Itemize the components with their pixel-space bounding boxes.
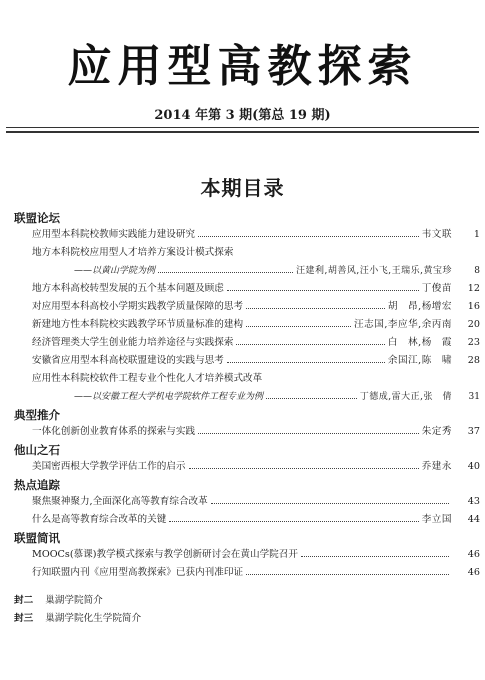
toc-entry[interactable] bbox=[14, 458, 480, 476]
entry-title: 新建地方性本科院校实践教学环节质量标准的建构 bbox=[32, 319, 244, 330]
leader-dots bbox=[265, 372, 449, 381]
toc-entry[interactable] bbox=[14, 511, 480, 529]
entry-title: 一体化创新创业教育体系的探索与实践 bbox=[32, 426, 196, 437]
entry-author: 汪志国,李应华,余丙南 bbox=[354, 319, 452, 330]
toc-entry[interactable] bbox=[14, 423, 480, 441]
toc-entry-subtitle[interactable] bbox=[14, 388, 480, 406]
table-of-contents bbox=[14, 209, 480, 628]
toc-entry-subtitle[interactable] bbox=[14, 262, 480, 280]
entry-title: 安徽省应用型本科高校联盟建设的实践与思考 bbox=[32, 355, 224, 366]
toc-entry[interactable] bbox=[14, 316, 480, 334]
toc-entry[interactable] bbox=[14, 352, 480, 370]
entry-title: 经济管理类大学生创业能力培养途径与实践探索 bbox=[32, 337, 234, 348]
toc-entry[interactable] bbox=[14, 226, 480, 244]
entry-title: 聚焦聚神聚力,全面深化高等教育综合改革 bbox=[32, 496, 208, 507]
entry-author: 乔建永 bbox=[421, 461, 452, 472]
leader-dots bbox=[301, 547, 449, 557]
leader-dots bbox=[189, 459, 419, 469]
entry-author: 李立国 bbox=[421, 514, 452, 525]
entry-author: 朱定秀 bbox=[421, 426, 452, 437]
entry-author: 汪建利,胡善风,汪小飞,王瑞乐,黄宝珍 bbox=[296, 266, 452, 276]
leader-dots bbox=[158, 263, 293, 273]
leader-dots bbox=[236, 246, 449, 255]
leader-dots bbox=[198, 424, 419, 434]
toc-entry[interactable] bbox=[14, 546, 480, 564]
leader-dots bbox=[169, 512, 418, 522]
section-title: 他山之石 bbox=[14, 443, 60, 457]
toc-entry[interactable] bbox=[14, 370, 480, 388]
leader-dots bbox=[211, 494, 449, 504]
toc-entry[interactable] bbox=[14, 334, 480, 352]
leader-dots bbox=[227, 281, 419, 291]
leader-dots bbox=[266, 389, 357, 399]
toc-entry[interactable] bbox=[14, 564, 480, 582]
entry-page: 16 bbox=[467, 301, 480, 312]
cover-note bbox=[14, 610, 480, 628]
leader-dots bbox=[198, 227, 419, 237]
journal-masthead: 应用型高教探索 bbox=[67, 41, 418, 92]
cover-label: 封二 bbox=[14, 595, 34, 606]
entry-title: 应用性本科院校软件工程专业个性化人才培养模式改革 bbox=[32, 373, 263, 384]
leader-dots bbox=[246, 299, 385, 309]
section-title: 联盟简讯 bbox=[14, 531, 60, 545]
entry-page: 37 bbox=[467, 426, 480, 437]
entry-page: 31 bbox=[468, 392, 480, 402]
cover-note bbox=[14, 592, 480, 610]
entry-author: 胡 昂,杨增宏 bbox=[387, 301, 452, 312]
cover-text: 巢湖学院简介 bbox=[45, 595, 103, 606]
entry-author: 韦文联 bbox=[421, 229, 452, 240]
entry-page: 46 bbox=[467, 567, 480, 578]
entry-title: ——以黄山学院为例 bbox=[74, 266, 156, 276]
divider-thin bbox=[6, 127, 479, 128]
toc-entry[interactable] bbox=[14, 298, 480, 316]
divider-thick bbox=[6, 131, 479, 133]
leader-dots bbox=[246, 565, 449, 575]
leader-dots bbox=[227, 353, 385, 363]
entry-page: 20 bbox=[467, 319, 480, 330]
entry-page: 12 bbox=[467, 283, 480, 294]
entry-title: 对应用型本科高校小学期实践教学质量保障的思考 bbox=[32, 301, 244, 312]
entry-title: MOOCs(慕课)教学模式探索与教学创新研讨会在黄山学院召开 bbox=[32, 549, 298, 560]
entry-page: 23 bbox=[467, 337, 480, 348]
issue-line: 2014 年第 3 期(第总 19 期) bbox=[154, 108, 331, 123]
entry-author: 余国江,陈 啸 bbox=[387, 355, 452, 366]
entry-page: 46 bbox=[467, 549, 480, 560]
entry-title: 什么是高等教育综合改革的关键 bbox=[32, 514, 167, 525]
entry-author: 白 林,杨 霞 bbox=[387, 337, 452, 348]
entry-title: 行知联盟内刊《应用型高教探索》已获内刊准印证 bbox=[32, 567, 244, 578]
section-title: 典型推介 bbox=[14, 408, 60, 422]
entry-author: 丁德成,雷大正,张 倩 bbox=[359, 392, 452, 402]
cover-label: 封三 bbox=[14, 613, 34, 624]
entry-title: 地方本科院校应用型人才培养方案设计模式探索 bbox=[32, 247, 234, 258]
leader-dots bbox=[236, 335, 384, 345]
entry-title: ——以安徽工程大学机电学院软件工程专业为例 bbox=[74, 392, 264, 402]
section-title: 联盟论坛 bbox=[14, 211, 60, 225]
entry-title: 应用型本科院校教师实践能力建设研究 bbox=[32, 229, 196, 240]
entry-page: 28 bbox=[467, 355, 480, 366]
entry-author: 丁俊苗 bbox=[421, 283, 452, 294]
entry-page: 8 bbox=[474, 266, 480, 276]
spacer bbox=[14, 582, 480, 592]
section-title: 热点追踪 bbox=[14, 478, 60, 492]
leader-dots bbox=[246, 317, 351, 327]
entry-title: 地方本科高校转型发展的五个基本问题及顾虑 bbox=[32, 283, 224, 294]
cover-text: 巢湖学院化生学院简介 bbox=[45, 613, 142, 624]
toc-entry[interactable] bbox=[14, 280, 480, 298]
entry-page: 1 bbox=[473, 229, 480, 240]
entry-page: 43 bbox=[467, 496, 480, 507]
entry-page: 40 bbox=[467, 461, 480, 472]
toc-title: 本期目录 bbox=[200, 176, 285, 200]
entry-page: 44 bbox=[467, 514, 480, 525]
toc-entry[interactable] bbox=[14, 244, 480, 262]
entry-title: 美国密西根大学教学评估工作的启示 bbox=[32, 461, 186, 472]
toc-entry[interactable] bbox=[14, 493, 480, 511]
